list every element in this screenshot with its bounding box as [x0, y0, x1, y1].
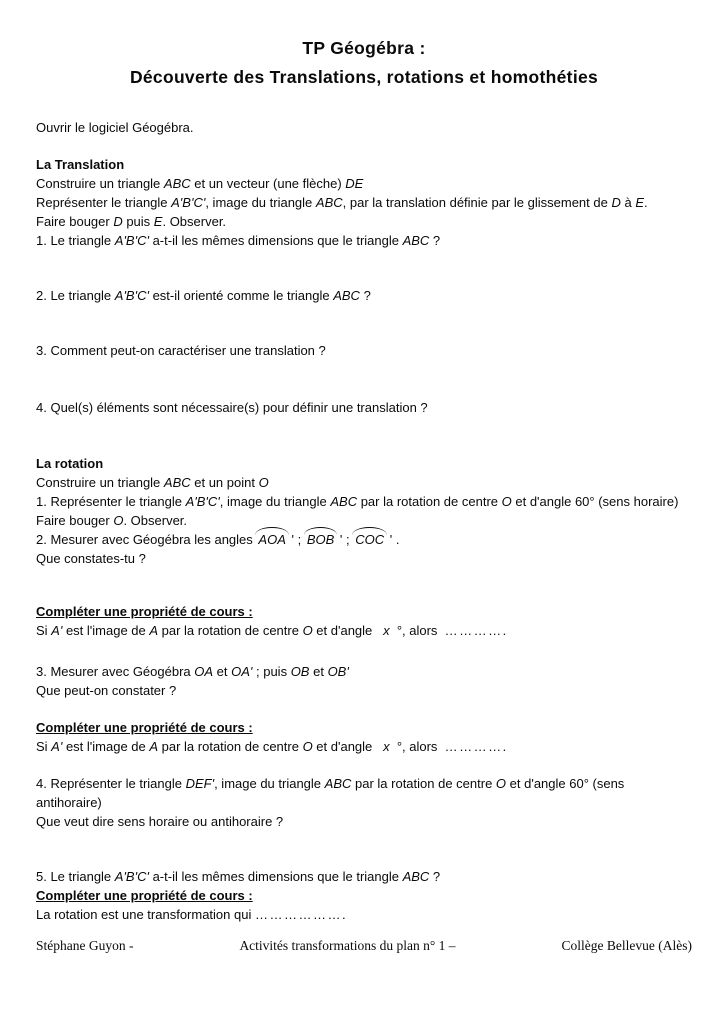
translation-question-1: 1. Le triangle A'B'C' a-t-il les mêmes dimensions que le triangle ABC ? [36, 233, 441, 248]
rotation-construct-line: Construire un triangle ABC et un point O [36, 475, 269, 490]
translation-section-heading: La Translation [36, 157, 125, 172]
footer-school: Collège Bellevue (Alès) [561, 938, 692, 953]
translation-question-2: 2. Le triangle A'B'C' est-il orienté comme le triangle ABC ? [36, 288, 371, 303]
document-title [36, 34, 692, 92]
property-line-1: Si A' est l'image de A par la rotation de centre O et d'angle x °, alors …………. [36, 623, 508, 638]
rotation-observe-line-2: Que peut-on constater ? [36, 683, 177, 698]
rotation-question-2: 2. Mesurer avec Géogébra les angles AOA ' ; BOB ' ; COC ' . [36, 532, 400, 547]
rotation-move-line: Faire bouger O. Observer. [36, 513, 188, 528]
rotation-question-5: 5. Le triangle A'B'C' a-t-il les mêmes dimensions que le triangle ABC ? [36, 869, 441, 884]
rotation-clarify-line: Que veut dire sens horaire ou antihoraire ? [36, 814, 284, 829]
rotation-observe-line-1: Que constates-tu ? [36, 551, 146, 566]
property-heading-3: Compléter une propriété de cours : [36, 888, 253, 903]
translation-represent-line: Représenter le triangle A'B'C', image du triangle ABC, par la translation définie par le glissement de D à E. [36, 195, 648, 210]
translation-question-4: 4. Quel(s) éléments sont nécessaire(s) pour définir une translation ? [36, 400, 428, 415]
property-heading-1: Compléter une propriété de cours : [36, 604, 253, 619]
rotation-question-4: 4. Représenter le triangle DEF', image du triangle ABC par la rotation de centre O et d'angle 60° (sens antihoraire) [36, 776, 625, 810]
translation-move-line: Faire bouger D puis E. Observer. [36, 214, 227, 229]
page-footer [36, 937, 692, 955]
intro-line: Ouvrir le logiciel Géogébra. [36, 120, 194, 135]
document-body [36, 118, 692, 924]
title-line-1: TP Géogébra : [302, 38, 426, 58]
footer-author: Stéphane Guyon - [36, 938, 134, 953]
translation-question-3: 3. Comment peut-on caractériser une translation ? [36, 343, 326, 358]
footer-worksheet-title: Activités transformations du plan n° 1 – [239, 938, 456, 953]
rotation-question-1: 1. Représenter le triangle A'B'C', image du triangle ABC par la rotation de centre O et d'angle 60° (sens horaire) [36, 494, 679, 509]
property-heading-2: Compléter une propriété de cours : [36, 720, 253, 735]
rotation-section-heading: La rotation [36, 456, 104, 471]
property-line-3: La rotation est une transformation qui ………………. [36, 907, 348, 922]
property-line-2: Si A' est l'image de A par la rotation de centre O et d'angle x °, alors …………. [36, 739, 508, 754]
rotation-question-3: 3. Mesurer avec Géogébra OA et OA' ; puis OB et OB' [36, 664, 349, 679]
title-line-2: Découverte des Translations, rotations et homothéties [129, 67, 599, 87]
translation-construct-line: Construire un triangle ABC et un vecteur (une flèche) DE [36, 176, 364, 191]
